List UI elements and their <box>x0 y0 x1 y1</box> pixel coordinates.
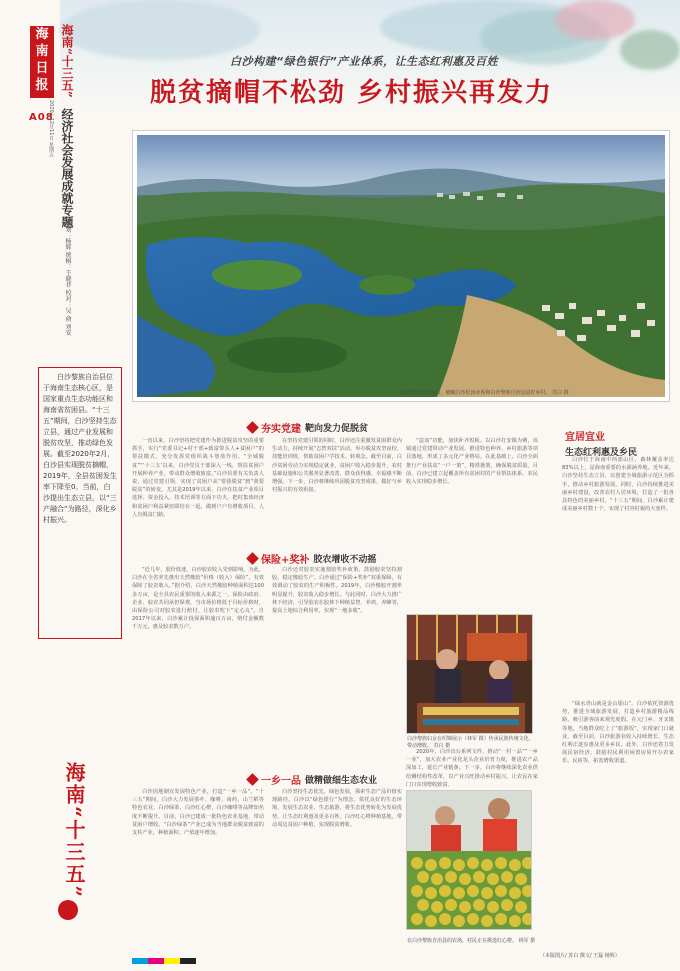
article-column: 白沙还对胶农实施割胶奖补政策，鼓励胶农坚持割胶，稳定橡胶生产。白沙通过“保险+奖补”双重保障，有效调动了胶农的生产积极性。2019年，白沙橡胶开割率明显提升，胶农收入稳步增长。与此同时，白沙大力推广林下经济，引导胶农在胶林下种植益智、养鸡、养蜂等，提高土地综合利用率，实现“一地多收”。 <box>272 567 402 615</box>
print-color-bar <box>180 958 196 964</box>
diamond-icon <box>246 773 259 786</box>
weaving-photo <box>406 614 533 734</box>
watercolor-leaf <box>620 30 680 70</box>
main-photo <box>132 130 670 402</box>
diamond-icon <box>246 421 259 434</box>
weaving-photo-caption: 白沙黎族妇女在织锦展示（林军 摄）传承民族传统文化，带动增收。 苏白 摄 <box>407 736 534 749</box>
sidebar-intro-text: 白沙黎族自治县位于海南生态核心区，是国家重点生态功能区和海南省贫困县。“十三五”期间，白沙坚持生态立县，通过产业发展和脱贫攻坚，推动绿色发展。截至2020年2月，白沙县实现脱贫摘帽，2019年，全县贫困发生率下降至0。当前，白沙提出生态立县，以“三产融合”为路径，深化乡村振兴。 <box>43 373 117 524</box>
editor-credits: 策划：杨辉 统稿：王晓菲 校对：吴 俞 刘安 <box>64 220 71 336</box>
section-title: 做精做细生态农业 <box>305 776 378 786</box>
masthead-char: 报 <box>35 78 49 93</box>
article-column: 一直以来，白沙坚持把党建作为推进脱贫攻坚的重要抓手，实行“党委书记+村干部+致富带头人+贫困户”的帮扶模式，充分发挥党组织战斗堡垒作用。“全域脱贫”“‘十三五’以来，白沙党员干部深入一线，帮扶贫困户开展种养产业，带动群众增收致富。”白沙县委有关负责人说，通过党建引领，实现了贫困户从“要我脱贫”到“我要脱贫”的转变。尤其是2019年以来，白沙在扶贫产业项目选择、资金投入、技术培训等方面下功夫，把村集体经济和贫困户利益紧密联结在一起，做到户户有增收项目、人人有脱贫门路。 <box>132 438 264 518</box>
article-column: 白沙坚持生态优先，绿色发展，探索生态产品价值实现路径。白沙以“绿色银行”为理念，依托良好的生态环境，发展生态农业、生态旅游，将生态优势转化为发展优势，让生态红利惠及更多百姓。白沙红心橙种植基地，带动周边贫困户种植，实现脱贫增收。 <box>272 789 402 828</box>
page-number: A08 <box>29 112 54 123</box>
series-logo-title: 海南“十三五” <box>62 762 86 900</box>
section-head-2 <box>248 551 376 566</box>
section-title: 生态红利惠及乡民 <box>565 448 638 458</box>
article-column: 在坚持党建引领的同时，白沙还注重激发贫困群众内生动力，持续开展“志智双扶”活动，举办脱贫攻坚夜校、技能培训班，帮助贫困户学技术、转观念。截至目前，白沙贫困劳动力实现稳定就业，贫困户收入稳步提升，农村基础设施和公共服务显著改善，群众获得感、幸福感不断增强。下一步，白沙将继续巩固脱贫攻坚成果，做好与乡村振兴的有效衔接。 <box>272 438 402 494</box>
special-topic-title-1: 海南“十三五” <box>60 24 74 98</box>
masthead-char: 南 <box>35 44 49 59</box>
watercolor-wash <box>60 0 260 60</box>
masthead-char: 海 <box>35 27 49 42</box>
section-title: 靶向发力促脱贫 <box>305 424 369 434</box>
section-tag: 夯实党建 <box>261 424 301 435</box>
landscape-photo <box>137 135 665 397</box>
article-column: “近几年，胶价低迷，白沙胶农收入受到影响。为此，白沙在全省率先推出天然橡胶“价格（收入）保险”，有效保障了胶农收入。”据介绍，白沙天然橡胶种植面积达100多万亩，是全县农民重要的收入来源之一。保险由政府、企业、胶农共同承担保费，当市场价格低于目标价格时，由保险公司对胶农进行赔付，让胶农吃下“定心丸”。自2017年以来，白沙累计投保面积逾百万亩，赔付金额数千万元，惠及胶农数万户。 <box>132 567 264 631</box>
main-photo-caption: 2020年11月19日，俯瞰白沙松涛水库和白沙黎族自治县富好乡村。 苏白 摄 <box>400 390 569 396</box>
print-color-bar <box>132 958 148 964</box>
article-column: 2020年，白沙出台系列文件，推动“一村一品”“一乡一业”，加大农业产业化龙头企业培育力度，推进农产品深加工，延长产业链条。下一步，白沙将继续深化农业供给侧结构性改革，以产业兴旺推动乡村振兴，让农民在家门口实现增收致富。 <box>406 749 538 788</box>
print-color-bar <box>164 958 180 964</box>
masthead-logo <box>30 26 54 98</box>
print-color-bar <box>148 958 164 964</box>
article-column: 白沙因地制宜发展特色产业，打造“一乡一品”。“十三五”期间，白沙大力发展茶叶、咖啡、南药、山兰稻等特色农业，白沙绿茶、白沙红心橙、白沙咖啡等品牌知名度不断提升。目前，白沙已建成一批特色农业基地，带动贫困户增收。“白沙绿茶”产业已成为当地群众脱贫致富的支柱产业，种植面积、产值逐年增加。 <box>132 789 264 837</box>
orange-photo-caption: 在白沙黎族自治县的农场，村民正在挑选红心橙。 林军 摄 <box>407 938 536 944</box>
masthead-char: 日 <box>35 61 49 76</box>
section-head-4 <box>565 428 637 458</box>
orange-picking-scene <box>407 791 532 930</box>
orange-picking-photo <box>406 790 532 930</box>
weaving-scene <box>407 615 533 734</box>
article-column: “绿水青山就是金山银山”。白沙依托资源优势，推进全域旅游发展，打造乡村旅游精品线路，吸引游客前来观光度假。在元门乡、牙叉镇等地，当地群众吃上了“旅游饭”，实现家门口就业。截至目前，白沙旅游业收入持续增长，生态红利正逐步惠及更多乡民。此外，白沙还着力发展民宿经济，鼓励村民利用闲置房屋开办农家乐、民宿等，拓宽增收渠道。 <box>562 701 674 765</box>
section-head-3 <box>248 772 377 787</box>
headline-kicker: 白沙构建“绿色银行”产业体系，让生态红利惠及百姓 <box>230 55 499 68</box>
section-tag: 一乡一品 <box>261 776 301 787</box>
section-tag: 保险+奖补 <box>261 555 310 566</box>
article-column: 白沙位于海南中西部山区，森林覆盖率达83%以上，是海南重要的水源涵养地。近年来，白沙坚持生态立县，以创建全域旅游示范区为抓手，推动乡村旅游发展。同时，白沙持续推进美丽乡村建设，改善农村人居环境，打造了一批各具特色的美丽乡村，“十三五”期间，白沙累计建成美丽乡村数十个，实现了村容村貌的大变样。 <box>562 457 674 513</box>
footer-credit: （本版图片/ 苏白 撰文/ 王磊 杨辉） <box>540 953 620 959</box>
section-title: 胶农增收不动摇 <box>313 555 377 565</box>
diamond-icon <box>246 552 259 565</box>
watercolor-flower <box>555 0 635 40</box>
headline-main: 脱贫摘帽不松劲 乡村振兴再发力 <box>150 78 554 108</box>
section-head-1 <box>248 420 368 435</box>
series-logo-seal <box>58 900 78 920</box>
article-column: “造血”功能，加快补齐短板。以白沙打安镇为例，该镇通过党建带动产业发展，推进特色种养、乡村旅游等项目落地，形成了多元化产业格局。在此基础上，白沙全面推行产业扶贫“一户一策”，精准施策，确保脱贫质量。目前，白沙已建立起覆盖所有贫困村的产业帮扶体系，农民收入实现稳步增长。 <box>406 438 538 486</box>
special-topic-title-2: 经济社会发展成就专题 <box>60 108 74 228</box>
dateline: 2020年12月11日 星期五 <box>48 100 54 158</box>
section-tag: 宜居宜业 <box>565 432 605 443</box>
sidebar-intro-box <box>38 367 122 639</box>
